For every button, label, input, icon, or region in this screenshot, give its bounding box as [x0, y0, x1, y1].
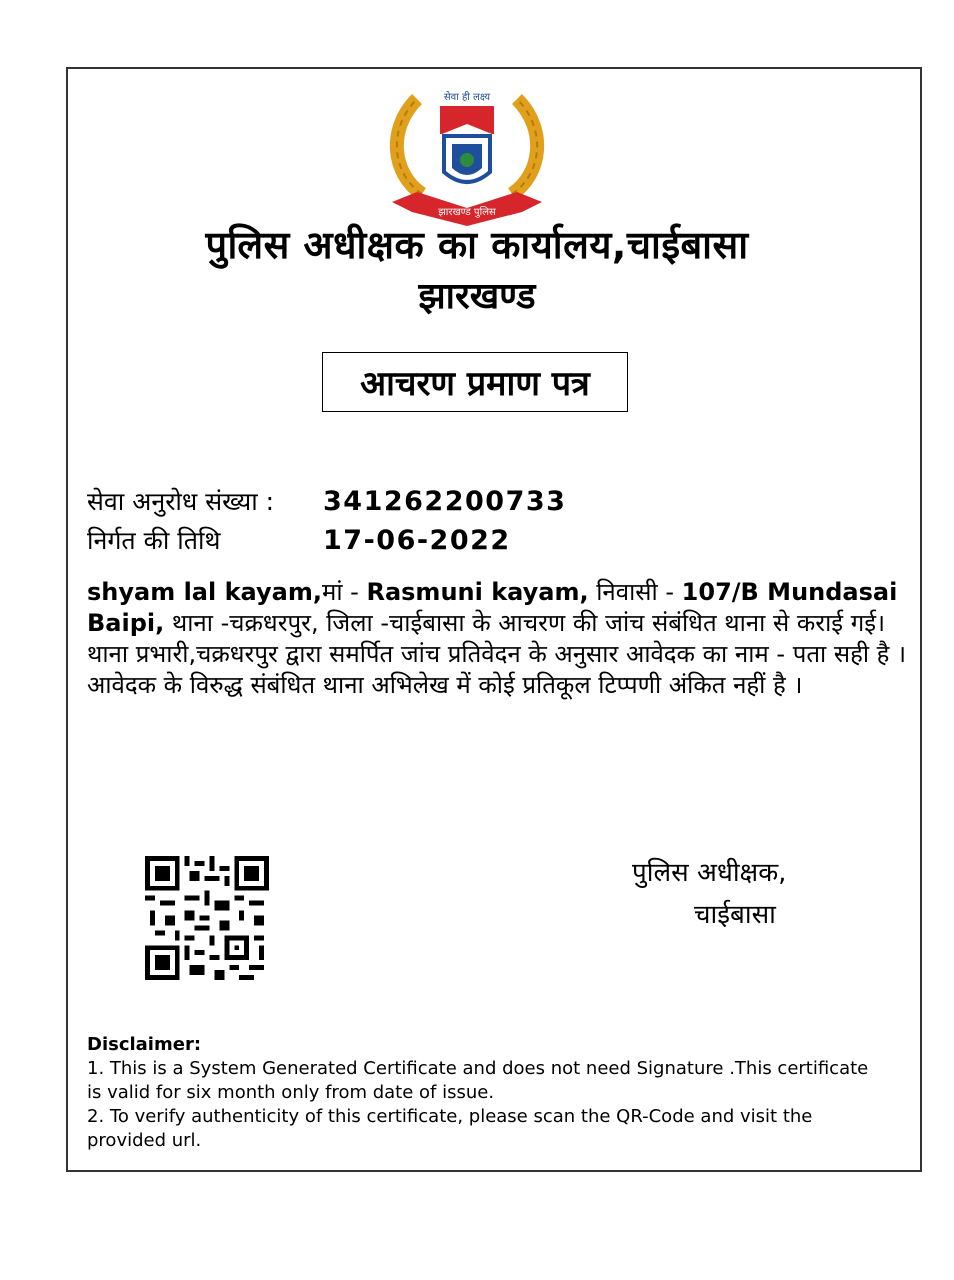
- applicant-address: 107/B Mundasai Baipi,: [87, 578, 898, 637]
- certificate-body: [87, 577, 907, 701]
- state-title: झारखण्ड: [418, 276, 536, 317]
- applicant-name: shyam lal kayam,: [87, 578, 322, 606]
- request-number-row: [87, 484, 566, 518]
- request-number-value: 341262200733: [323, 486, 567, 517]
- issue-date-label: निर्गत की तिथि: [87, 526, 221, 555]
- emblem-motto: सेवा ही लक्ष्य: [443, 92, 491, 103]
- emblem-ribbon-text: झारखण्ड पुलिस: [438, 207, 496, 218]
- jharkhand-police-emblem: [382, 84, 552, 234]
- mother-name: Rasmuni kayam,: [366, 578, 589, 606]
- request-number-label: सेवा अनुरोध संख्या :: [87, 487, 275, 516]
- disclaimer-item-2: 2. To verify authenticity of this certificate, please scan the QR-Code and visit the provided url.: [87, 1106, 813, 1151]
- resident-label: निवासी -: [588, 578, 682, 606]
- disclaimer-heading: Disclaimer:: [87, 1034, 202, 1055]
- signatory-title: पुलिस अधीक्षक,: [632, 858, 787, 888]
- issue-date-value: 17-06-2022: [323, 525, 511, 556]
- issue-date-row: [87, 523, 511, 557]
- disclaimer-item-1: 1. This is a System Generated Certificate and does not need Signature .This certificate is valid for six month only from date of issue.: [87, 1058, 869, 1103]
- verification-qr-code[interactable]: [145, 856, 269, 980]
- mother-label: मां -: [321, 578, 367, 606]
- signatory-location: चाईबासा: [694, 900, 776, 930]
- certificate-title: आचरण प्रमाण पत्र: [322, 352, 628, 412]
- body-statement: थाना -चक्रधरपुर, जिला -चाईबासा के आचरण की जांच संबंधित थाना से कराई गई। थाना प्रभारी,चक्रधरपुर द्वारा समर्पित जांच प्रतिवेदन के अनुसार आवेदक का नाम - पता सही है । आवेदक के विरुद्ध संबंधित थाना अभिलेख में कोई प्रतिकूल टिप्पणी अंकित नहीं है ।: [87, 609, 907, 699]
- disclaimer-section: [87, 1033, 887, 1153]
- office-title: पुलिस अधीक्षक का कार्यालय,चाईबासा: [205, 223, 749, 267]
